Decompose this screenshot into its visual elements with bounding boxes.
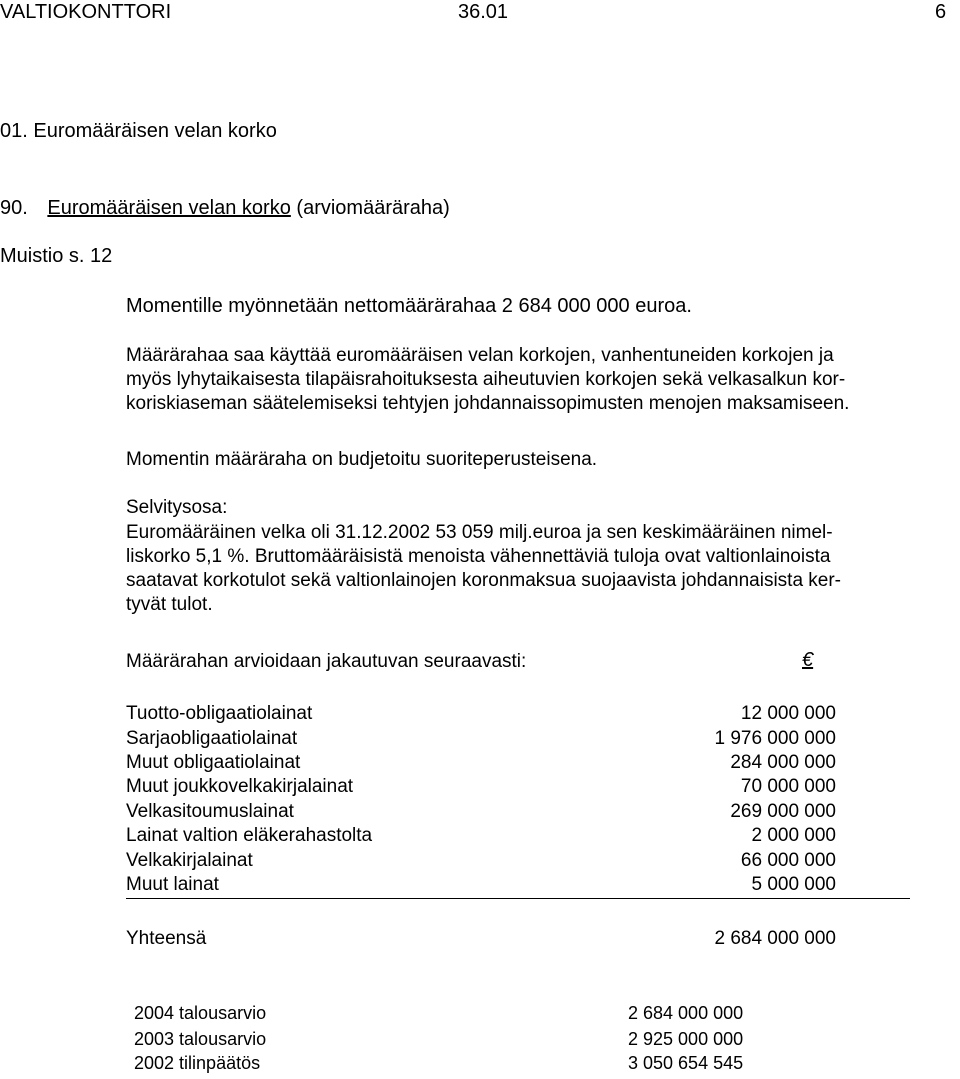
history-row [134, 1051, 774, 1073]
breakdown-row [126, 849, 836, 873]
row-label: Muut obligaatiolainat [126, 752, 301, 773]
row-value: 70 000 000 [740, 776, 836, 797]
memo-reference: Muistio s. 12 [0, 245, 113, 267]
history-value: 2 684 000 000 [628, 1003, 744, 1023]
history-value: 3 050 654 545 [628, 1053, 744, 1073]
budget-basis-text: Momentin määräraha on budjetoitu suoriteperusteisena. [126, 449, 598, 470]
item-title: Euromääräisen velan korko [47, 197, 291, 219]
paragraph-line: myös lyhytaikaisesta tilapäisrahoituksesta aiheutuvien korkojen sekä velkasalkun kor- [126, 369, 846, 390]
document-code: 36.01 [458, 1, 509, 23]
explanation-paragraph [126, 521, 926, 617]
row-label: Sarjaobligaatiolainat [126, 728, 298, 749]
paragraph-line: Määrärahaa saa käyttää euromääräisen velan korkojen, vanhentuneiden korkojen ja [126, 345, 834, 366]
paragraph-line: saatavat korkotulot sekä valtionlainojen koronmaksua suojaavista johdannaisista ker- [126, 570, 842, 591]
row-label: Lainat valtion eläkerahastolta [126, 825, 373, 846]
breakdown-intro: Määrärahan arvioidaan jakautuvan seuraavasti: [126, 651, 527, 672]
subtotal-rule [126, 898, 910, 899]
total-label: Yhteensä [126, 928, 207, 949]
row-value: 12 000 000 [740, 703, 836, 724]
breakdown-row [126, 800, 836, 824]
row-label: Muut joukkovelkakirjalainat [126, 776, 354, 797]
row-label: Muut lainat [126, 874, 219, 895]
history-value: 2 925 000 000 [628, 1029, 744, 1049]
section-heading: 01. Euromääräisen velan korko [0, 120, 277, 142]
explanation-heading: Selvitysosa: [126, 497, 228, 518]
breakdown-row [126, 873, 836, 897]
paragraph-line: liskorko 5,1 %. Bruttomääräisistä menoista vähennettäviä tuloja ovat valtionlainoista [126, 546, 831, 567]
item-heading [0, 196, 450, 220]
breakdown-row [126, 775, 836, 799]
purpose-paragraph [126, 344, 926, 416]
row-value: 284 000 000 [730, 752, 836, 773]
history-row [134, 1001, 774, 1023]
page-number: 6 [935, 1, 947, 23]
item-number: 90. [0, 197, 28, 219]
history-label: 2004 talousarvio [134, 1003, 267, 1023]
page-header [0, 0, 958, 24]
row-label: Tuotto-obligaatiolainat [126, 703, 313, 724]
breakdown-row [126, 824, 836, 848]
paragraph-line: Euromääräinen velka oli 31.12.2002 53 059 milj.euroa ja sen keskimääräinen nimel- [126, 522, 833, 543]
paragraph-line: koriskiaseman säätelemiseksi tehtyjen johdannaissopimusten menojen maksamiseen. [126, 393, 850, 414]
paragraph-line: tyvät tulot. [126, 594, 213, 615]
row-label: Velkakirjalainat [126, 850, 253, 871]
history-label: 2002 tilinpäätös [134, 1053, 261, 1073]
total-value: 2 684 000 000 [714, 928, 836, 949]
breakdown-row [126, 702, 836, 726]
currency-label: € [802, 649, 814, 671]
appropriation-text: Momentille myönnetään nettomäärärahaa 2 684 000 000 euroa. [126, 295, 692, 317]
organization-name: VALTIOKONTTORI [0, 1, 172, 23]
row-value: 269 000 000 [730, 801, 836, 822]
row-value: 66 000 000 [740, 850, 836, 871]
row-value: 5 000 000 [751, 874, 836, 895]
breakdown-row [126, 727, 836, 751]
history-row [134, 1027, 774, 1049]
row-label: Velkasitoumuslainat [126, 801, 294, 822]
breakdown-row [126, 751, 836, 775]
item-qualifier: (arviomääräraha) [296, 197, 450, 219]
total-row [126, 927, 836, 951]
row-value: 2 000 000 [751, 825, 836, 846]
row-value: 1 976 000 000 [714, 728, 836, 749]
history-label: 2003 talousarvio [134, 1029, 267, 1049]
